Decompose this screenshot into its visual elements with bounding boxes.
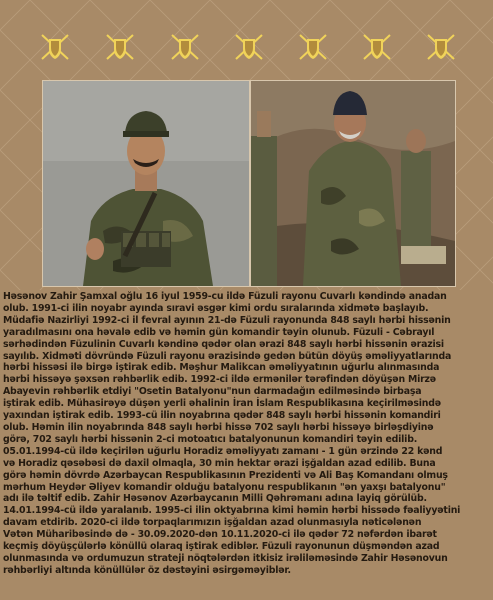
emblem-row (0, 30, 493, 66)
bio-line: adı ilə təltif edib. Zahir Həsənov Azərbaycanın Milli Qəhrəmanı adına layiq görülüb. (3, 493, 427, 505)
biography-text (3, 291, 491, 597)
bio-line: yaxından iştirak edib. 1993-cü ilin noyabrına qədər 848 saylı hərbi hissənin komandiri (3, 410, 441, 422)
shield-crossed-swords-icon (102, 30, 138, 64)
bio-line: sərhədindən Füzulinin Cuvarlı kəndinə qədər olan ərazi 848 saylı hərbi hissənin ərazisi (3, 338, 444, 350)
bio-line: Həsənov Zahir Şamxal oğlu 16 iyul 1959-cu ildə Füzuli rayonu Cuvarlı kəndində anadan (3, 291, 447, 302)
bio-line: Abayevin rəhbərlik etdiyi "Osetin Batalyonu"nun darmadağın edilməsində birbaşa (3, 386, 422, 398)
bio-line: hərbi hissəyə şəxsən rəhbərlik edib. 1992-ci ildə ermənilər tərəfindən döyüşən Mirzə (3, 374, 436, 386)
bio-line: rəhbərliyi altında könüllülər öz dəstəyini əsirgəməyiblər. (3, 564, 291, 576)
bio-line: olub. Həmin ilin noyabrında 848 saylı hərbi hissə 702 saylı hərbi hissəyə birləşdiyinə (3, 421, 434, 433)
bio-line: iştirak edib. Mühasirəyə düşən yerli əhalinin İran İslam Respublikasına keçirilməsində (3, 398, 441, 410)
shield-crossed-swords-icon (231, 30, 267, 64)
bio-line: davam etdirib. 2020-ci ildə torpaqlarımızın işğaldan azad olunmasıyla nəticələnən (3, 517, 422, 529)
shield-crossed-swords-icon (295, 30, 331, 64)
bio-line: Müdafiə Nazirliyi 1992-ci il fevral ayının 21-də Füzuli rayonunda 848 saylı hərbi hissənin (3, 314, 451, 326)
bio-line: hərbi hissəsi ilə birgə iştirak edib. Məşhur Malikcan əməliyyatının uğurlu alınmasında (3, 362, 440, 374)
bio-line: keçmiş döyüşçülərlə könüllü olaraq iştirak ediblər. Füzuli rayonunun düşməndən azad (3, 541, 440, 553)
bio-line: mərhum Heydər Əliyev komandir olduğu batalyonu respublikanın "ən yaxşı batalyonu" (3, 481, 446, 493)
bio-line: yaradılmasını ona həvalə edib və həmin gün komandir təyin olunub. Füzuli - Cəbrayıl (3, 326, 435, 338)
shield-crossed-swords-icon (359, 30, 395, 64)
bio-line: görə, 702 saylı hərbi hissənin 2-ci motoatıcı batalyonunun komandiri təyin edilib. (3, 433, 418, 445)
soldier-field-photo (250, 80, 456, 287)
bio-line: 14.01.1994-cü ildə yaralanıb. 1995-ci ilin oktyabrına kimi həmin hərbi hissədə fəaliyyətini (3, 505, 461, 517)
shield-crossed-swords-icon (423, 30, 459, 64)
bio-line: görə həmin dövrdə Azərbaycan Respublikasının Prezidenti və Ali Baş Komandanı olmuş (3, 469, 448, 481)
shield-crossed-swords-icon (167, 30, 203, 64)
soldier-portrait-photo (42, 80, 250, 287)
bio-line: olub. 1991-ci ilin noyabr ayında sıravi əsgər kimi ordu sıralarında xidmətə başlayıb. (3, 302, 429, 314)
shield-crossed-swords-icon (37, 30, 73, 64)
bio-line: sayılıb. Xidməti dövründə Füzuli rayonu ərazisində gedən bütün döyüş əməliyyatlarında (3, 350, 452, 362)
bio-line: olunmasında və ordumuzun strateji nöqtələrdən itkisiz irəliləməsində Zahir Həsənovun (3, 552, 448, 564)
bio-line: 05.01.1994-cü ildə keçirilən uğurlu Horadiz əməliyyatı zamanı - 1 gün ərzində 22 kənd (3, 445, 443, 457)
bio-line: və Horadiz qəsəbəsi də daxil olmaqla, 30 min hektar ərazi işğaldan azad edilib. Buna (3, 457, 436, 469)
bio-line: Vətən Müharibəsində də - 30.09.2020-dən 10.11.2020-ci ilə qədər 72 nəfərdən ibarət (3, 529, 437, 541)
